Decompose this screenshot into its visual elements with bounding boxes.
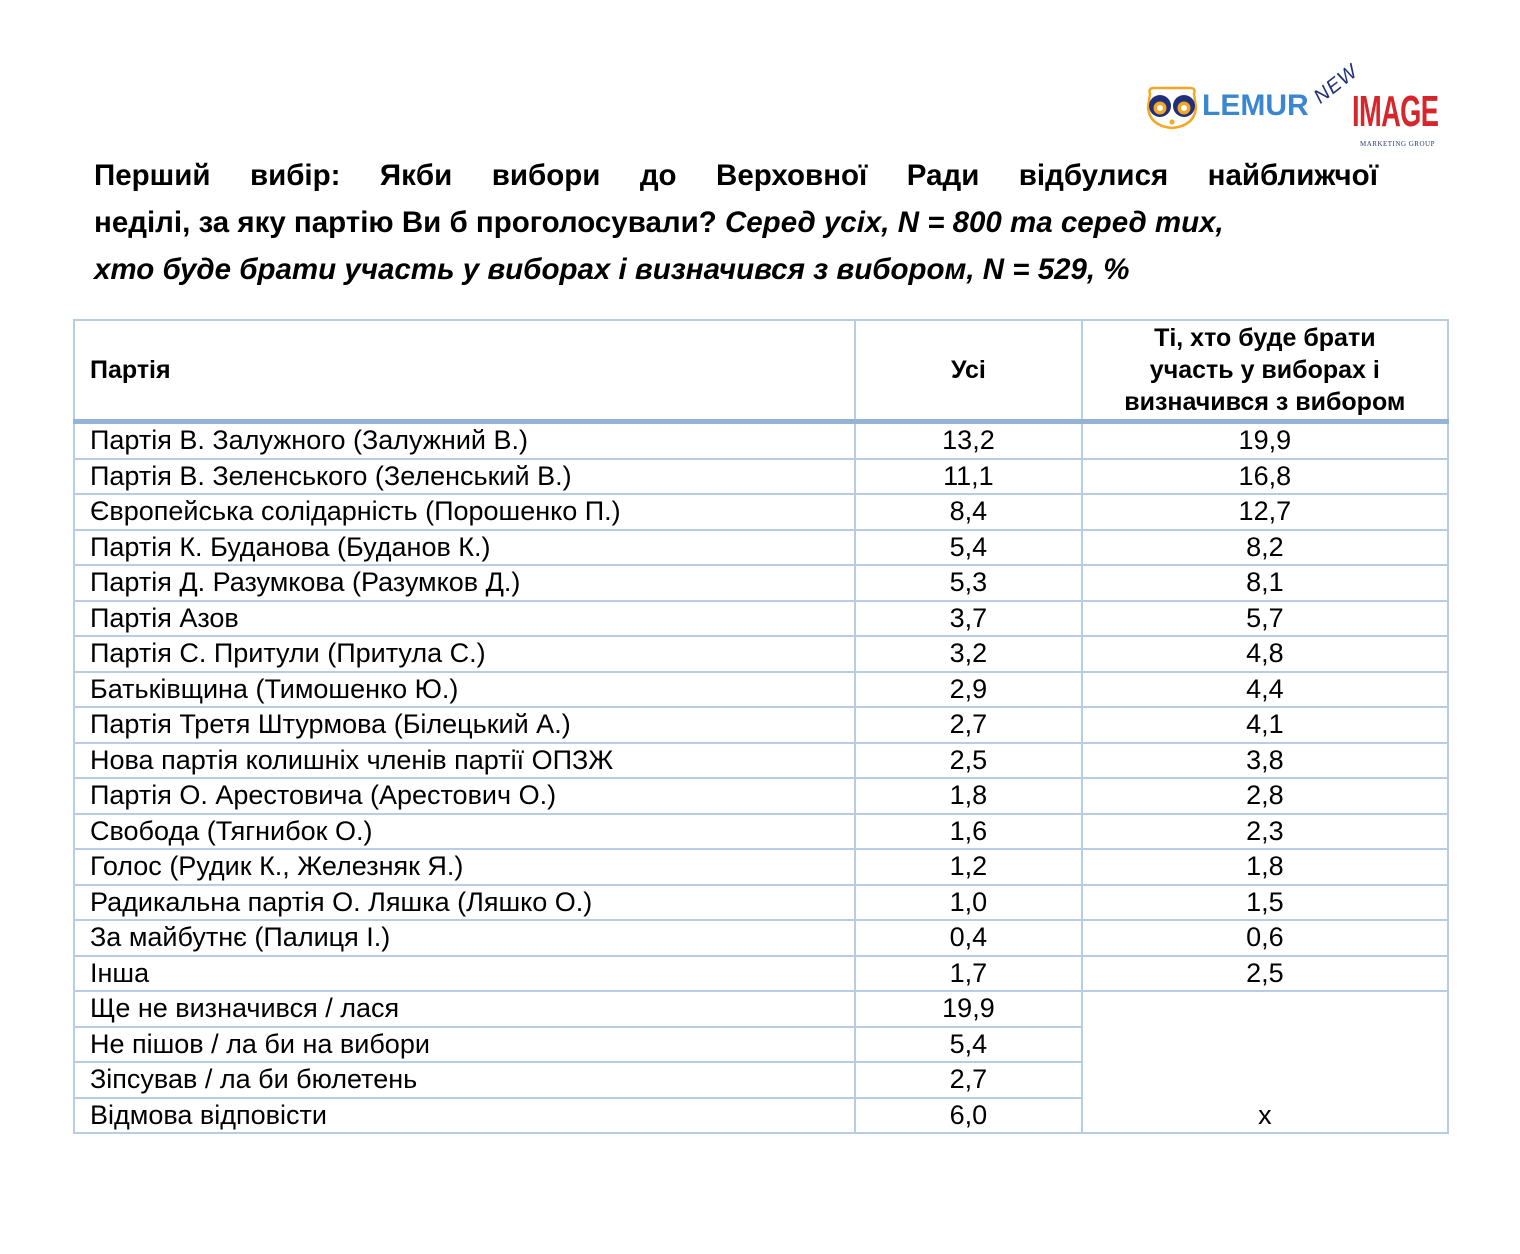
party-name: Партія К. Буданова (Буданов К.) [74,530,855,566]
new-image-logo [1309,60,1439,158]
value-decided: 3,8 [1082,743,1448,779]
value-all: 5,4 [855,1027,1081,1063]
value-decided: 1,8 [1082,849,1448,885]
party-name: За майбутнє (Палиця І.) [74,920,855,956]
value-decided: 2,8 [1082,778,1448,814]
value-all: 1,8 [855,778,1081,814]
table-row [74,814,1448,850]
header-decided-label: Ті, хто буде брати участь у виборах і визначився з вибором [1124,324,1406,416]
value-all: 13,2 [855,422,1081,459]
new-image-new-text: NEW [1309,60,1363,109]
party-name: Ще не визначився / лася [74,991,855,1027]
value-all: 8,4 [855,494,1081,530]
value-all: 2,9 [855,672,1081,708]
table-row [74,707,1448,743]
header-decided [1082,320,1448,422]
value-decided: 0,6 [1082,920,1448,956]
table-row [74,601,1448,637]
lemur-logo [1144,86,1309,126]
party-name: Зіпсував / ла би бюлетень [74,1062,855,1098]
value-decided: 19,9 [1082,422,1448,459]
value-decided: 1,5 [1082,885,1448,921]
table-row [74,956,1448,992]
title-line-2-sample: Серед усіх, N = 800 та серед тих, [716,206,1224,239]
value-all: 1,2 [855,849,1081,885]
table-row [74,849,1448,885]
value-decided-not-applicable: x [1082,991,1448,1133]
value-all: 1,0 [855,885,1081,921]
party-name: Голос (Рудик К., Железняк Я.) [74,849,855,885]
table-row [74,672,1448,708]
party-name: Партія О. Арестовича (Арестович О.) [74,778,855,814]
table-row [74,422,1448,459]
party-name: Партія Третя Штурмова (Білецький А.) [74,707,855,743]
logos [1140,60,1440,158]
party-name: Не пішов / ла би на вибори [74,1027,855,1063]
table-row [74,636,1448,672]
table-row [74,920,1448,956]
table-row [74,778,1448,814]
value-all: 2,5 [855,743,1081,779]
header-all: Усі [855,320,1081,422]
party-name: Нова партія колишніх членів партії ОПЗЖ [74,743,855,779]
value-all: 6,0 [855,1098,1081,1134]
value-all: 3,7 [855,601,1081,637]
value-decided: 2,5 [1082,956,1448,992]
table-row [74,743,1448,779]
party-name: Європейська солідарність (Порошенко П.) [74,494,855,530]
table-row [74,885,1448,921]
lemur-wordmark: LEMUR [1202,89,1309,122]
value-all: 19,9 [855,991,1081,1027]
table-row [74,991,1448,1027]
question-title [94,152,1378,293]
value-decided: 8,1 [1082,565,1448,601]
party-name: Партія Азов [74,601,855,637]
table-row [74,494,1448,530]
value-all: 5,3 [855,565,1081,601]
party-name: Партія С. Притули (Притула С.) [74,636,855,672]
value-decided: 4,8 [1082,636,1448,672]
title-line-1: Перший вибір: Якби вибори до Верховної Ради відбулися найближчої [94,159,1378,192]
value-all: 2,7 [855,707,1081,743]
value-all: 3,2 [855,636,1081,672]
table-row [74,530,1448,566]
party-name: Радикальна партія О. Ляшка (Ляшко О.) [74,885,855,921]
party-name: Партія Д. Разумкова (Разумков Д.) [74,565,855,601]
table-header-row [74,320,1448,422]
value-decided: 4,1 [1082,707,1448,743]
value-decided: 5,7 [1082,601,1448,637]
lemur-face-icon [1144,86,1200,126]
title-line-3-sample: хто буде брати участь у виборах і визначився з вибором, N = 529, % [94,253,1130,286]
party-name: Партія В. Зеленського (Зеленський В.) [74,459,855,495]
new-image-wordmark: IMAGE [1352,87,1439,136]
value-decided: 12,7 [1082,494,1448,530]
value-decided: 4,4 [1082,672,1448,708]
party-name: Відмова відповісти [74,1098,855,1134]
party-name: Інша [74,956,855,992]
table-row [74,459,1448,495]
value-all: 0,4 [855,920,1081,956]
header-party: Партія [74,320,855,422]
value-decided: 8,2 [1082,530,1448,566]
table-row [74,565,1448,601]
value-decided: 2,3 [1082,814,1448,850]
value-all: 1,6 [855,814,1081,850]
party-name: Партія В. Залужного (Залужний В.) [74,422,855,459]
party-name: Свобода (Тягнибок О.) [74,814,855,850]
value-all: 11,1 [855,459,1081,495]
value-all: 1,7 [855,956,1081,992]
party-name: Батьківщина (Тимошенко Ю.) [74,672,855,708]
title-line-2-question: неділі, за яку партію Ви б проголосували? [94,206,717,239]
value-decided: 16,8 [1082,459,1448,495]
value-all: 5,4 [855,530,1081,566]
value-all: 2,7 [855,1062,1081,1098]
marketing-group-text: MARKETING GROUP [1360,140,1435,148]
poll-results-table [73,319,1449,1134]
